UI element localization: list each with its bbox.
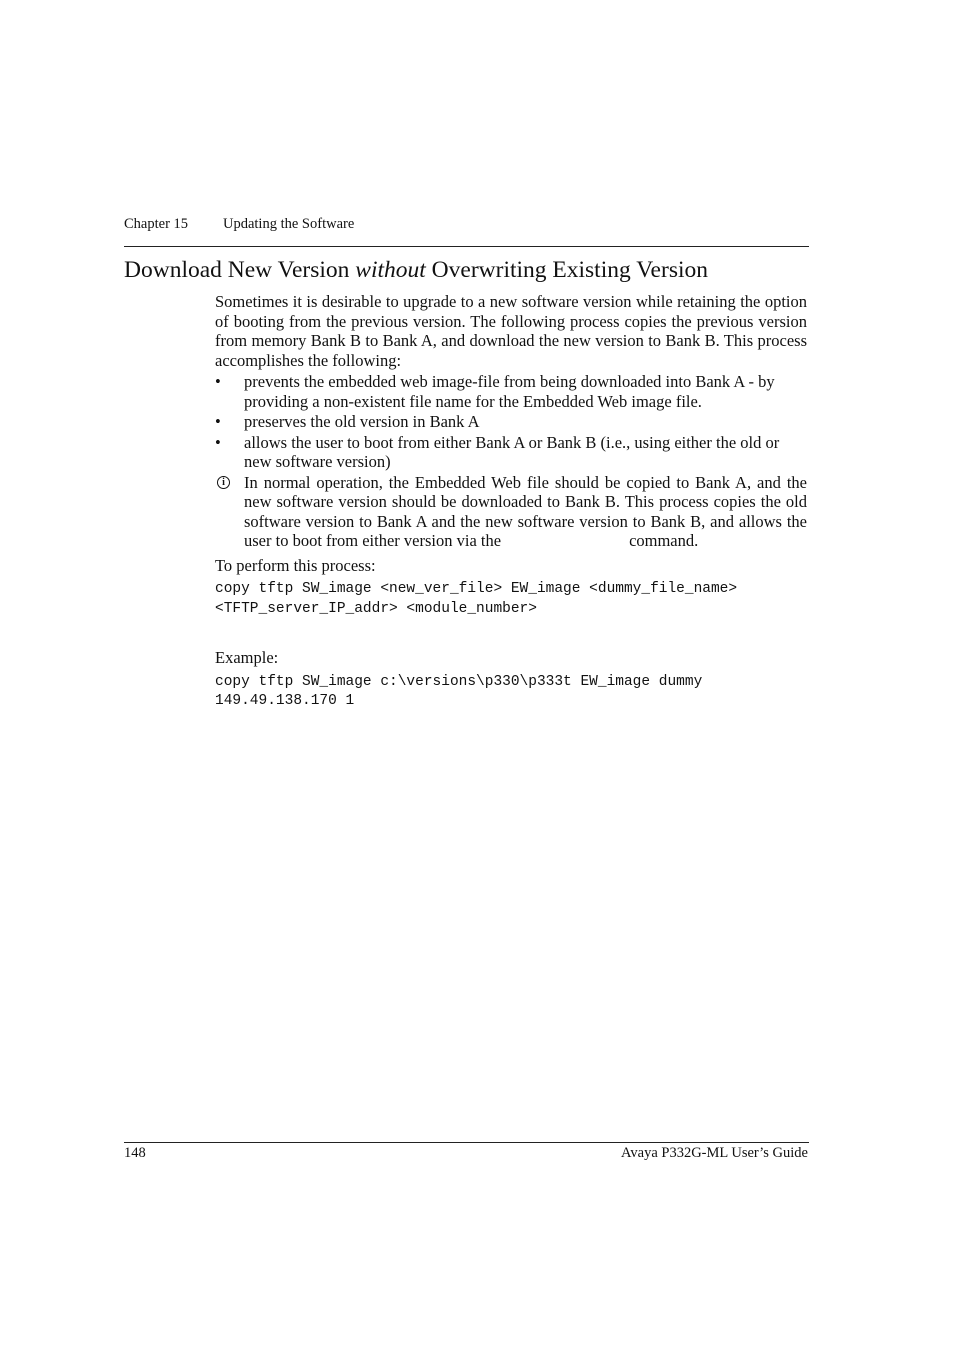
page-number: 148 [124, 1145, 146, 1161]
list-item-text: allows the user to boot from either Bank A or Bank B (i.e., using either the old or new software version) [244, 432, 780, 471]
section-title-start: Download New Version [124, 257, 356, 283]
bullet-icon: • [215, 432, 221, 452]
bullet-icon: • [215, 412, 221, 431]
bullet-icon: • [215, 372, 221, 391]
list-item [215, 412, 807, 432]
section-title [124, 257, 708, 284]
section-title-end: Overwriting Existing Version [425, 257, 708, 283]
header-rule [124, 246, 809, 247]
list-item-text: prevents the embedded web image-file from being downloaded into Bank A - by providing a non-existent file name for the Embedded Web image file. [244, 372, 775, 411]
list-item [215, 433, 807, 472]
section-body [215, 292, 807, 712]
example-label: Example: [215, 648, 279, 667]
section-title-emphasis: without [355, 257, 426, 283]
guide-title: Avaya P332G-ML User’s Guide [621, 1145, 808, 1161]
info-icon: i [217, 476, 230, 489]
intro-paragraph: Sometimes it is desirable to upgrade to a new software version while retaining the option of booting from the previous version. The following process copies the previous version from memory Bank B to Bank A, and download the new version to Bank B. This process accomplishes the following: [215, 292, 807, 370]
perform-label: To perform this process: [215, 555, 376, 575]
note-paragraph [215, 473, 807, 551]
chapter-title: Updating the Software [223, 216, 355, 232]
note-text: In normal operation, the Embedded Web file should be copied to Bank A, and the new software version should be downloaded to Bank B. This process copies the old software version to Bank A and the new software version to Bank B, and allows the user to boot from either version via the [244, 472, 807, 550]
running-header [124, 216, 808, 233]
footer-rule [124, 1142, 809, 1143]
command-syntax: copy tftp SW_image <new_ver_file> EW_image <dummy_file_name> <TFTP_server_IP_addr> <module_number> [215, 581, 738, 617]
list-item [215, 372, 807, 411]
list-item-text: preserves the old version in Bank A [244, 412, 480, 431]
example-command: copy tftp SW_image c:\versions\p330\p333t EW_image dummy 149.49.138.170 1 [215, 673, 703, 709]
chapter-number: Chapter 15 [124, 216, 189, 232]
bullet-list [215, 372, 807, 472]
note-text-end: command. [629, 531, 699, 550]
